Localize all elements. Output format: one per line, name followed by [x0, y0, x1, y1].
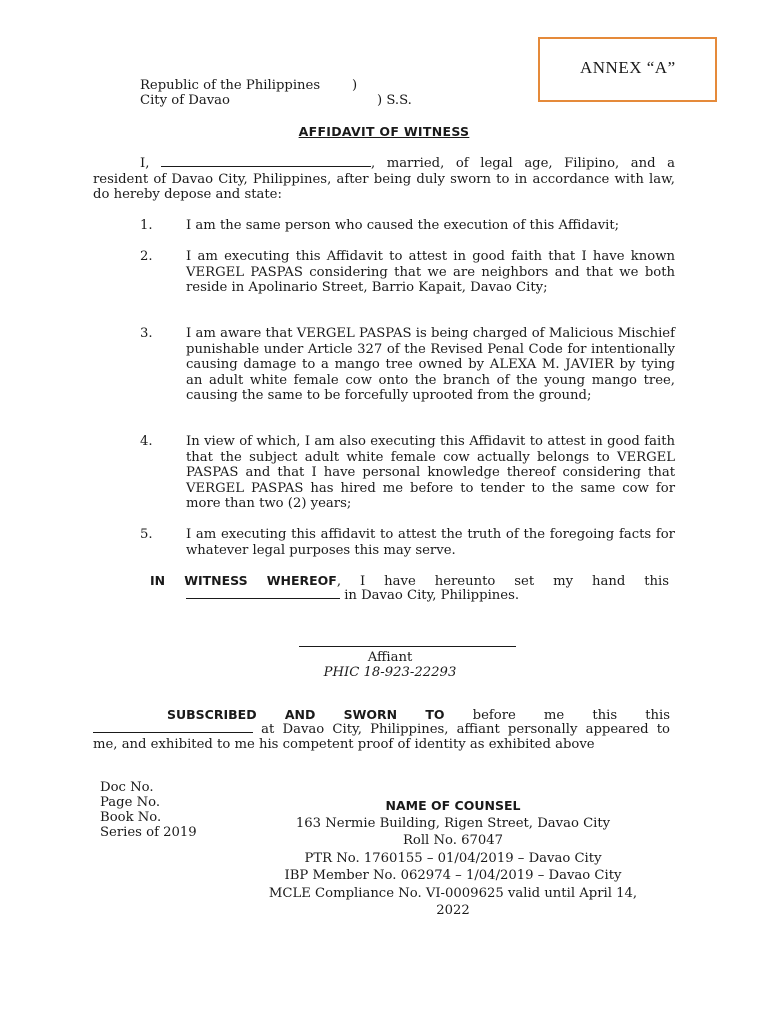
list-item: I am executing this affidavit to attest the truth of the foregoing facts for whatever legal purposes this may serve. — [186, 527, 675, 558]
counsel-ptr-no: PTR No. 1760155 – 01/04/2019 – Davao City — [304, 850, 602, 866]
venue-line-1 — [140, 78, 358, 93]
list-item: I am aware that VERGEL PASPAS is being charged of Malicious Mischief punishable under Article 327 of the Revised Penal Code for intentionally causing damage to a mango tree owned by ALEXA M. JAVIER by tying an adult white female cow onto the branch of the young mango tree, causing the same to be forcefully uprooted from the ground; — [186, 326, 675, 403]
counsel-mcle-no: MCLE Compliance No. VI-0009625 valid until April 14, — [268, 885, 638, 901]
intro-text: , married, of legal age, Filipino, and a resident of Davao City, Philippines, after being duly sworn to in accordance with law, do hereby depose and state: — [93, 156, 675, 202]
page-no: Page No. — [100, 795, 161, 810]
item-number: 2. — [140, 249, 153, 264]
name-blank-line — [161, 156, 371, 167]
counsel-block — [240, 797, 666, 920]
counsel-address: 163 Nermie Building, Rigen Street, Davao City — [295, 815, 611, 831]
date-blank-line — [186, 588, 340, 599]
intro-start: I, — [140, 156, 150, 171]
witness-text: , I have hereunto set my hand this — [336, 574, 670, 589]
item-number: 5. — [140, 527, 153, 542]
counsel-name: NAME OF COUNSEL — [385, 798, 521, 813]
subscribed-heading: SUBSCRIBED AND SWORN TO — [167, 707, 445, 722]
subscribed-text: before me this this — [444, 708, 670, 723]
intro-paragraph — [93, 156, 675, 203]
affiant-label: Affiant — [367, 650, 413, 665]
doc-info-block — [100, 780, 197, 840]
witness-line-2 — [186, 588, 675, 604]
doc-no: Doc No. — [100, 780, 154, 795]
counsel-ibp-no: IBP Member No. 062974 – 1/04/2019 – Davao City — [284, 868, 622, 883]
venue-bracket-1: ) — [352, 78, 358, 93]
phic-number: PHIC 18-923-22293 — [323, 665, 457, 680]
document-title: AFFIDAVIT OF WITNESS — [298, 124, 470, 139]
list-item: I am executing this Affidavit to attest in good faith that I have known VERGEL PASPAS considering that we are neighbors and that we both reside in Apolinario Street, Barrio Kapait, Davao City; — [186, 249, 675, 295]
venue-line-2 — [140, 93, 412, 108]
venue-city: City of Davao — [140, 93, 230, 108]
list-item: I am the same person who caused the execution of this Affidavit; — [186, 218, 620, 233]
subscribed-line-2 — [93, 722, 670, 738]
venue-block — [140, 78, 412, 108]
book-no: Book No. — [100, 810, 162, 825]
witness-place: in Davao City, Philippines. — [340, 588, 520, 603]
item-number: 4. — [140, 434, 153, 449]
witness-heading: IN WITNESS WHEREOF — [150, 573, 337, 588]
signature-line — [299, 646, 516, 647]
venue-country: Republic of the Philippines — [140, 78, 321, 93]
subscribed-line-3: me, and exhibited to me his competent proof of identity as exhibited above — [93, 737, 595, 752]
counsel-roll-no: Roll No. 67047 — [402, 833, 504, 848]
item-number: 1. — [140, 218, 153, 233]
date-blank-line — [93, 722, 253, 733]
list-item: In view of which, I am also executing this Affidavit to attest in good faith that the subject adult white female cow actually belongs to VERGEL PASPAS and that I have personal knowledge thereof considering that VERGEL PASPAS has hired me before to tender to the same cow for more than two (2) years; — [186, 434, 675, 511]
item-number: 3. — [140, 326, 153, 341]
series: Series of 2019 — [100, 825, 197, 840]
annex-label: ANNEX “A” — [580, 58, 676, 77]
counsel-mcle-year: 2022 — [436, 903, 470, 918]
annex-label-box — [538, 37, 717, 102]
subscribed-place: at Davao City, Philippines, affiant personally appeared to — [253, 722, 670, 737]
venue-ss: ) S.S. — [377, 93, 412, 108]
